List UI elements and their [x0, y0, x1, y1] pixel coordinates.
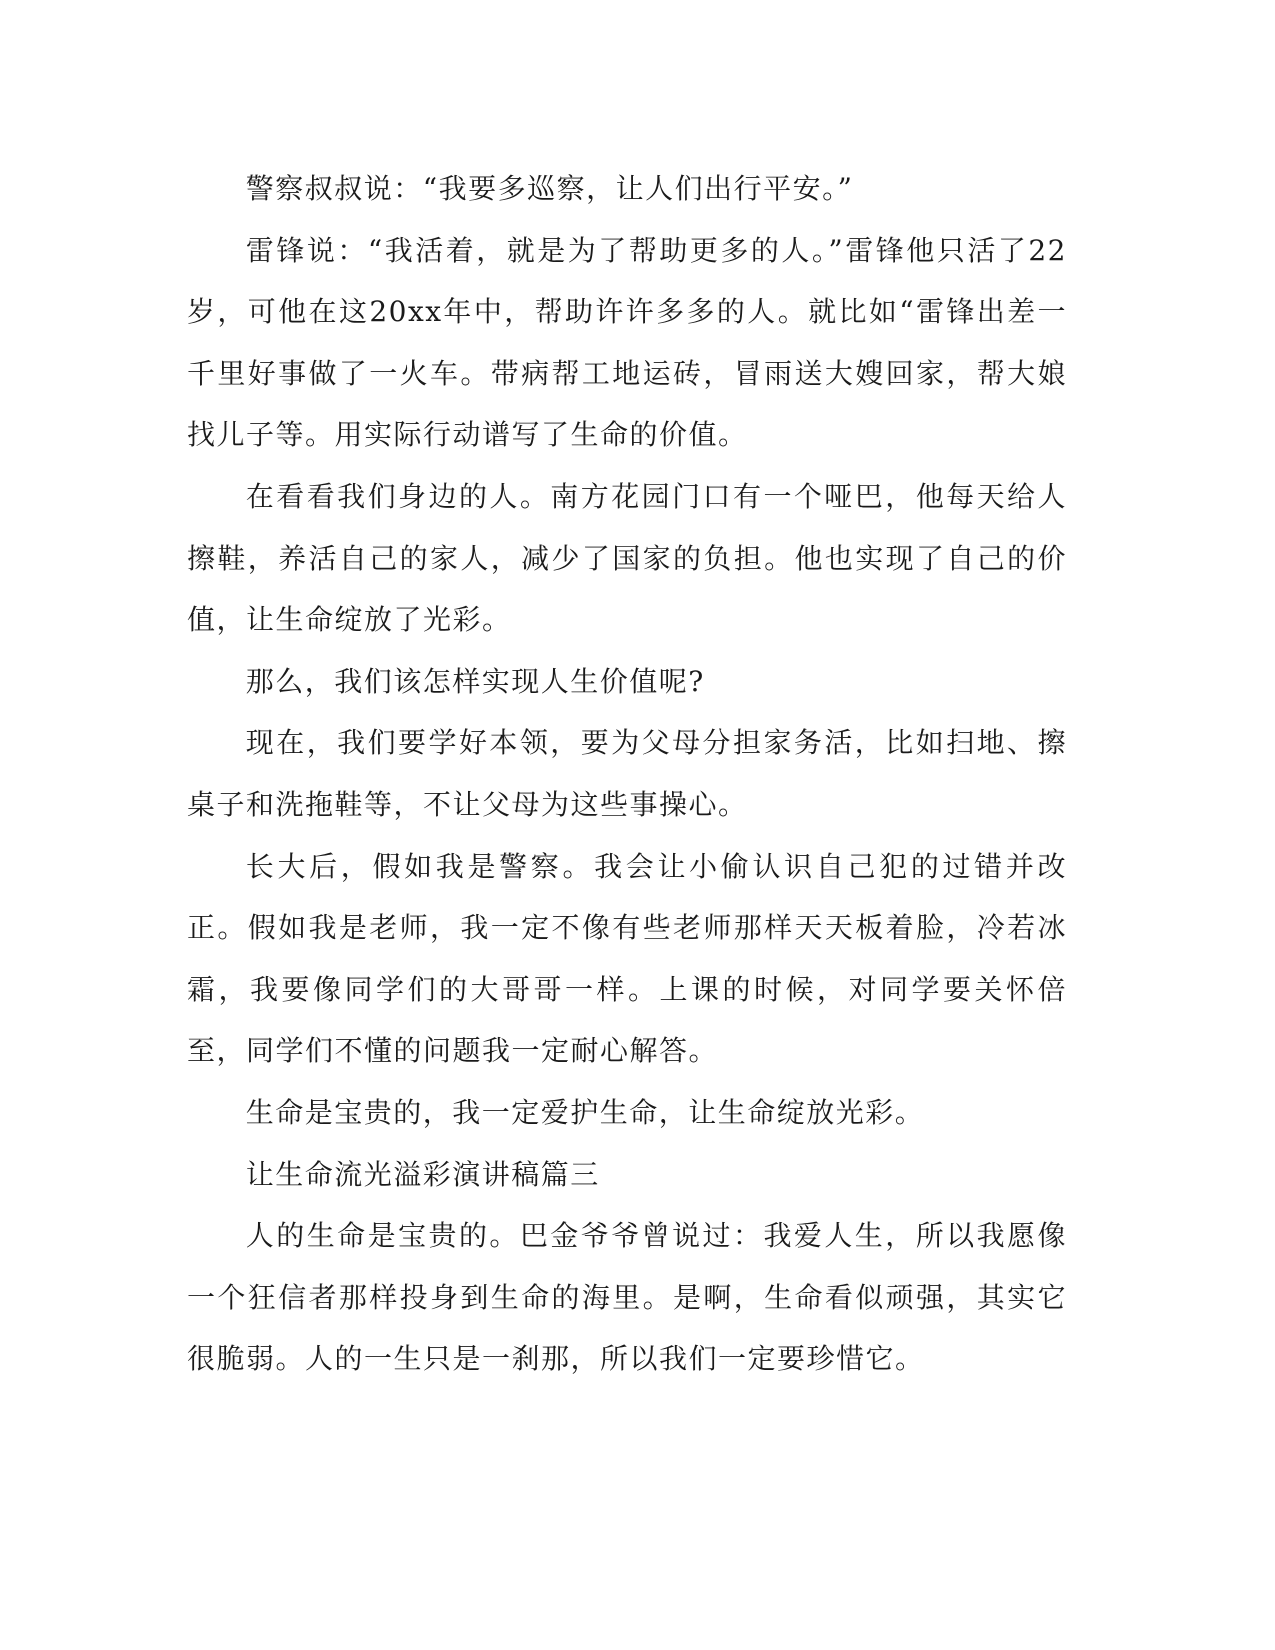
document-body [187, 158, 1067, 1390]
paragraph-now: 现在，我们要学好本领，要为父母分担家务活，比如扫地、擦桌子和洗拖鞋等，不让父母为这些事操心。 [187, 726, 1067, 821]
paragraph-leifeng: 雷锋说：“我活着，就是为了帮助更多的人。”雷锋他只活了22岁，可他在这20xx年中，帮助许许多多的人。就比如“雷锋出差一千里好事做了一火车。带病帮工地运砖，冒雨送大嫂回家，帮大娘找儿子等。用实际行动谱写了生命的价值。 [187, 233, 1067, 452]
section-heading: 让生命流光溢彩演讲稿篇三 [245, 1157, 600, 1191]
paragraph-conclusion: 生命是宝贵的，我一定爱护生命，让生命绽放光彩。 [245, 1095, 925, 1129]
paragraph-question: 那么，我们该怎样实现人生价值呢? [245, 664, 705, 698]
paragraph-bajin: 人的生命是宝贵的。巴金爷爷曾说过：我爱人生，所以我愿像一个狂信者那样投身到生命的海里。是啊，生命看似顽强，其实它很脆弱。人的一生只是一刹那，所以我们一定要珍惜它。 [187, 1219, 1067, 1376]
paragraph-shoeshiner: 在看看我们身边的人。南方花园门口有一个哑巴，他每天给人擦鞋，养活自己的家人，减少了国家的负担。他也实现了自己的价值，让生命绽放了光彩。 [187, 479, 1067, 637]
paragraph-future: 长大后，假如我是警察。我会让小偷认识自己犯的过错并改正。假如我是老师，我一定不像有些老师那样天天板着脸，冷若冰霜，我要像同学们的大哥哥一样。上课的时候，对同学要关怀倍至，同学们不懂的问题我一定耐心解答。 [187, 849, 1067, 1068]
paragraph-police: 警察叔叔说：“我要多巡察，让人们出行平安。” [245, 172, 854, 205]
